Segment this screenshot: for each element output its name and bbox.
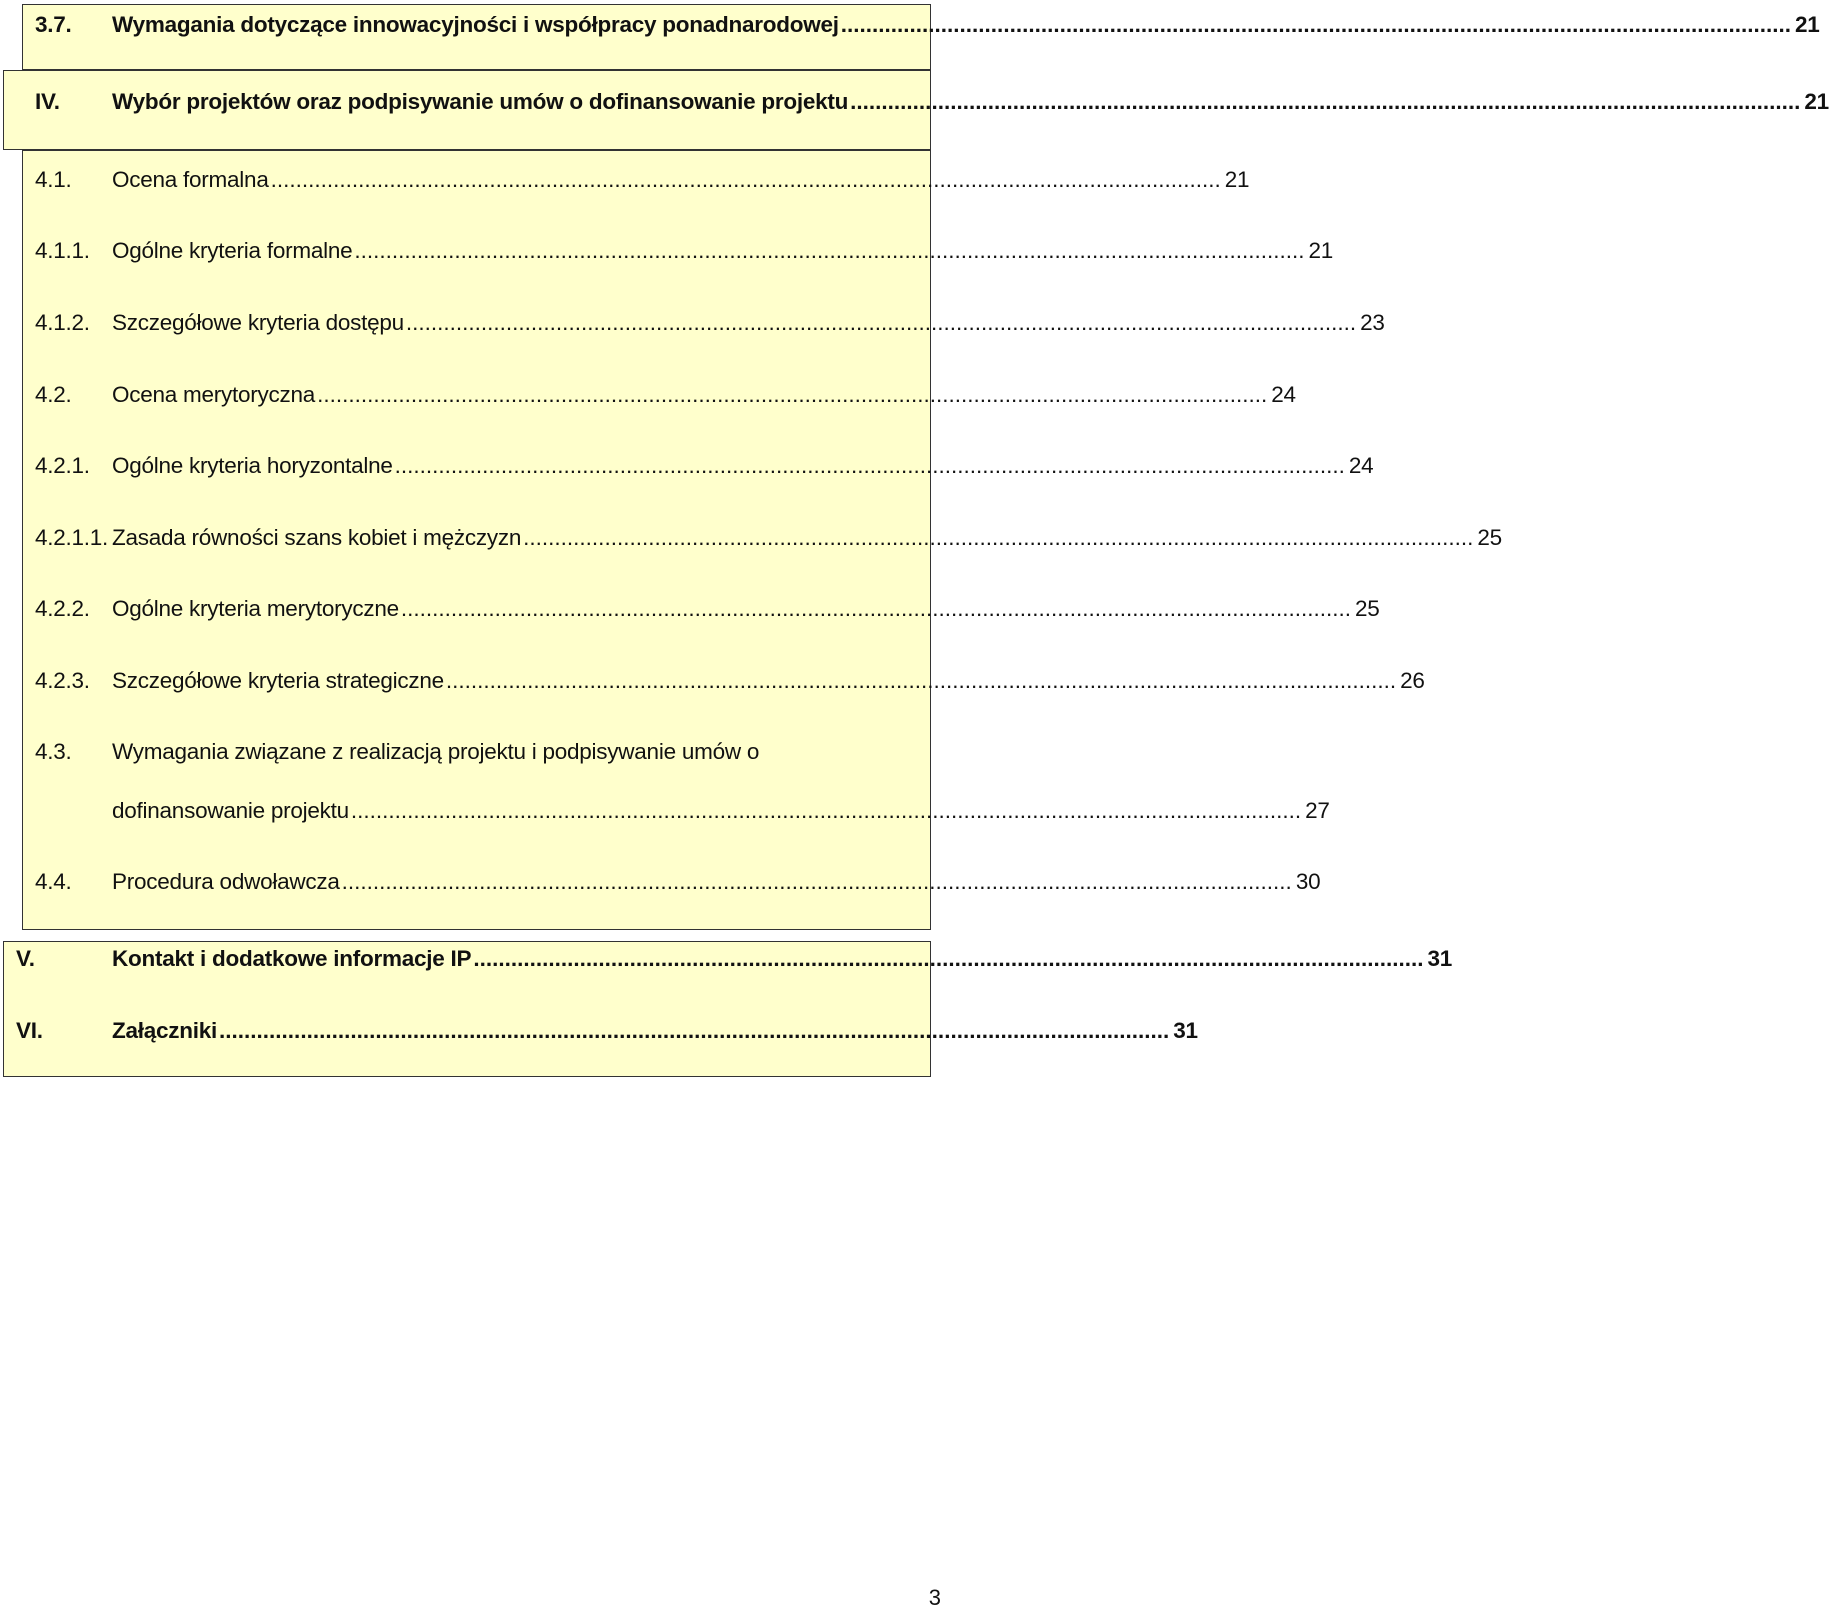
toc-entry-number: 4.4. — [35, 869, 72, 894]
toc-entry-4-4[interactable] — [35, 867, 1321, 897]
toc-entry-title: Ocena formalna — [112, 167, 269, 192]
toc-leader-dots: ........................................................................................................................................................ — [350, 798, 1302, 823]
toc-entry-title: Ogólne kryteria formalne — [112, 238, 353, 263]
toc-entry-number: 4.2.1.1. — [35, 525, 109, 550]
toc-entry-3-7[interactable] — [35, 10, 1820, 40]
toc-entry-page: 30 — [1295, 869, 1321, 894]
toc-entry-4-2[interactable] — [35, 380, 1296, 410]
toc-entry-title: Wybór projektów oraz podpisywanie umów o dofinansowanie projektu — [112, 89, 849, 114]
toc-entry-title: Procedura odwoławcza — [112, 869, 340, 894]
toc-leader-dots: ........................................................................................................................................................ — [270, 167, 1221, 192]
toc-entry-title: Załączniki — [112, 1018, 218, 1043]
toc-entry-page: 23 — [1360, 310, 1385, 335]
toc-entry-number: 4.1. — [35, 167, 72, 192]
toc-entry-4-1-1[interactable] — [35, 236, 1334, 266]
toc-entry-page: 21 — [1224, 167, 1250, 192]
toc-leader-dots: ........................................................................................................................................................ — [523, 525, 1474, 550]
toc-leader-dots: ........................................................................................................................................................ — [400, 596, 1352, 621]
toc-entry-title: Ogólne kryteria horyzontalne — [112, 453, 393, 478]
toc-entry-title: Wymagania dotyczące innowacyjności i współpracy ponadnarodowej — [112, 12, 839, 37]
toc-entry-page: 26 — [1400, 668, 1425, 693]
toc-entry-4-2-3[interactable] — [35, 666, 1425, 696]
toc-leader-dots: ........................................................................................................................................................ — [473, 946, 1424, 971]
toc-entry-page: 27 — [1305, 798, 1330, 823]
toc-entry-page: 21 — [1794, 12, 1820, 37]
toc-entry-number: 4.2. — [35, 382, 72, 407]
toc-entry-title-line1: Wymagania związane z realizacją projektu i podpisywanie umów o — [112, 739, 760, 764]
toc-entry-title: Ogólne kryteria merytoryczne — [112, 596, 399, 621]
toc-leader-dots: ........................................................................................................................................................ — [445, 668, 1397, 693]
toc-entry-title: Szczegółowe kryteria strategiczne — [112, 668, 444, 693]
toc-entry-V[interactable] — [16, 944, 1453, 974]
toc-entry-4-3-continued[interactable] — [35, 796, 1330, 826]
toc-entry-title: Kontakt i dodatkowe informacje IP — [112, 946, 472, 971]
toc-entry-page: 24 — [1271, 382, 1296, 407]
toc-entry-page: 25 — [1477, 525, 1502, 550]
toc-entry-number: IV. — [35, 89, 60, 114]
toc-entry-number: 4.1.2. — [35, 310, 90, 335]
toc-entry-page: 24 — [1348, 453, 1374, 478]
toc-entry-title: Szczegółowe kryteria dostępu — [112, 310, 404, 335]
toc-entry-4-3[interactable] — [35, 737, 915, 767]
toc-leader-dots: ........................................................................................................................................................ — [840, 12, 1791, 37]
toc-entry-title: Zasada równości szans kobiet i mężczyzn — [112, 525, 522, 550]
toc-entry-title-line2: dofinansowanie projektu — [112, 798, 349, 823]
toc-entry-number: 4.3. — [35, 739, 72, 764]
toc-entry-IV[interactable] — [35, 87, 1829, 117]
toc-entry-4-2-1[interactable] — [35, 451, 1374, 481]
toc-entry-4-2-2[interactable] — [35, 594, 1380, 624]
toc-leader-dots: ........................................................................................................................................................ — [317, 382, 1268, 407]
toc-entry-number: 3.7. — [35, 12, 72, 37]
toc-entry-page: 21 — [1308, 238, 1334, 263]
toc-entry-VI[interactable] — [16, 1016, 1198, 1046]
toc-entry-number: VI. — [16, 1018, 43, 1043]
toc-leader-dots: ........................................................................................................................................................ — [219, 1018, 1170, 1043]
toc-entry-number: 4.2.1. — [35, 453, 90, 478]
toc-leader-dots: ........................................................................................................................................................ — [850, 89, 1801, 114]
toc-entry-page: 25 — [1355, 596, 1380, 621]
toc-leader-dots: ........................................................................................................................................................ — [354, 238, 1305, 263]
toc-entry-page: 31 — [1427, 946, 1453, 971]
toc-entry-page: 21 — [1804, 89, 1829, 114]
toc-entry-4-2-1-1[interactable] — [35, 523, 1502, 553]
toc-entry-4-1-2[interactable] — [35, 308, 1385, 338]
toc-entry-number: 4.2.3. — [35, 668, 90, 693]
toc-entry-title: Ocena merytoryczna — [112, 382, 316, 407]
toc-leader-dots: ........................................................................................................................................................ — [405, 310, 1357, 335]
toc-entry-number: 4.2.2. — [35, 596, 90, 621]
toc-entry-page: 31 — [1173, 1018, 1198, 1043]
toc-leader-dots: ........................................................................................................................................................ — [341, 869, 1292, 894]
toc-leader-dots: ........................................................................................................................................................ — [394, 453, 1345, 478]
toc-entry-4-1[interactable] — [35, 165, 1250, 195]
page-number: 3 — [928, 1585, 941, 1610]
toc-entry-number: V. — [16, 946, 35, 971]
toc-entry-number: 4.1.1. — [35, 238, 90, 263]
